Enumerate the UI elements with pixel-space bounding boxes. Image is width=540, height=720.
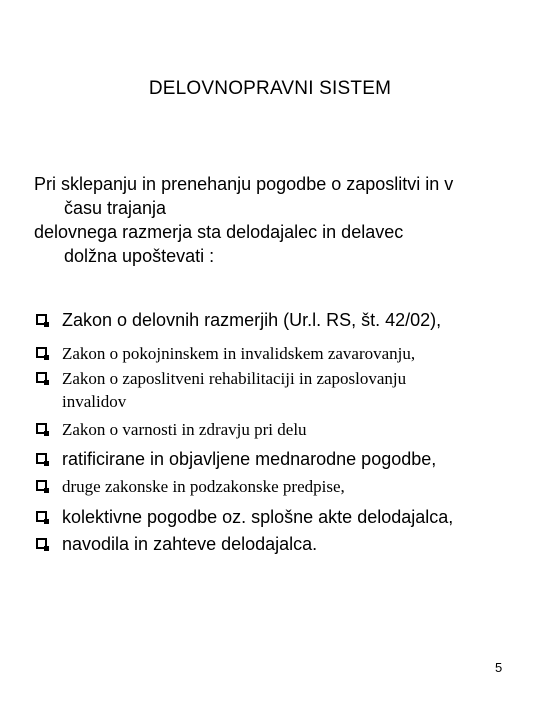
intro-line-2-cont: dolžna upoštevati : <box>64 246 215 266</box>
checkbox-bullet-icon <box>36 511 47 522</box>
list-item: Zakon o varnosti in zdravju pri delu <box>34 418 524 441</box>
list-item: Zakon o zaposlitveni rehabilitaciji in zaposlovanju invalidov <box>34 367 524 413</box>
list-item: Zakon o delovnih razmerjih (Ur.l. RS, št. 42/02), <box>34 308 524 332</box>
intro-line-1: Pri sklepanju in prenehanju pogodbe o zaposlitvi in v <box>34 174 454 194</box>
list-item: druge zakonske in podzakonske predpise, <box>34 475 524 498</box>
checkbox-bullet-icon <box>36 453 47 464</box>
list-item: kolektivne pogodbe oz. splošne akte delodajalca, <box>34 505 524 529</box>
list-item: Zakon o pokojninskem in invalidskem zavarovanju, <box>34 342 524 365</box>
intro-line-1-cont: času trajanja <box>64 198 167 218</box>
checkbox-bullet-icon <box>36 423 47 434</box>
checkbox-bullet-icon <box>36 538 47 549</box>
page-title: DELOVNOPRAVNI SISTEM <box>148 78 392 99</box>
intro-paragraph <box>34 172 524 268</box>
checkbox-bullet-icon <box>36 314 47 325</box>
checkbox-bullet-icon <box>36 480 47 491</box>
list-item: navodila in zahteve delodajalca. <box>34 532 524 556</box>
intro-line-2: delovnega razmerja sta delodajalec in delavec <box>34 222 404 242</box>
legislation-list <box>34 308 524 556</box>
page-number: 5 <box>495 660 503 675</box>
list-item: ratificirane in objavljene mednarodne pogodbe, <box>34 447 524 471</box>
checkbox-bullet-icon <box>36 372 47 383</box>
checkbox-bullet-icon <box>36 347 47 358</box>
